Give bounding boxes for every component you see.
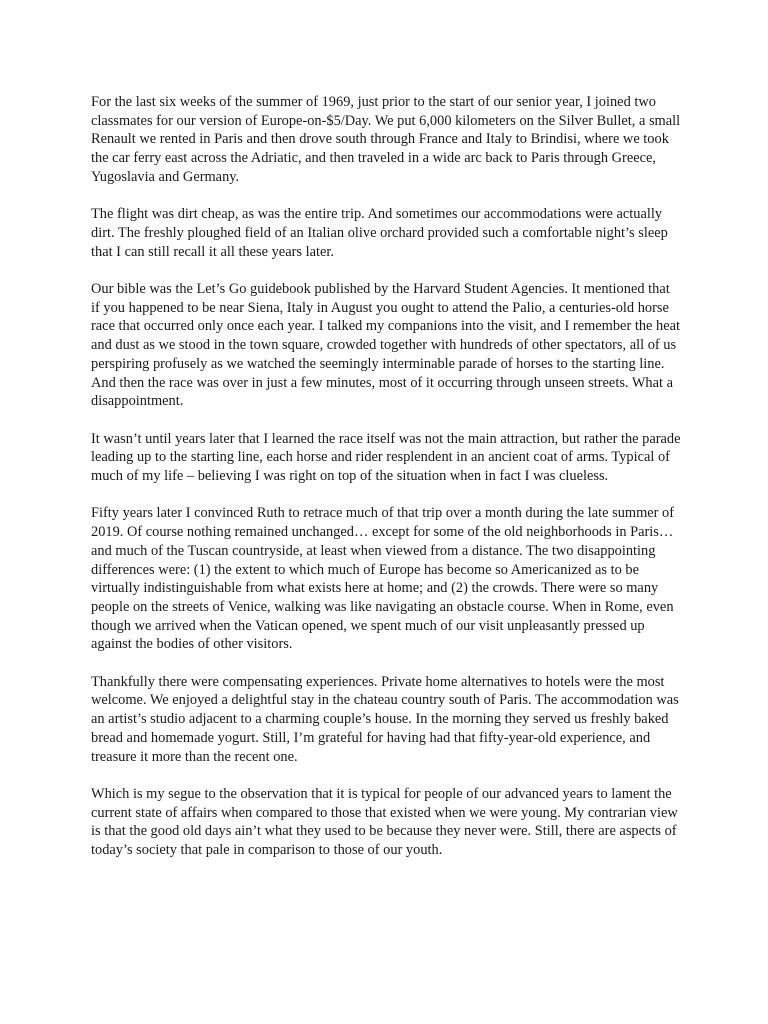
- paragraph-1969-trip: For the last six weeks of the summer of 1969, just prior to the start of our senior year, I joined two classmates for our version of Europe-on-$5/Day. We put 6,000 kilometers on the Silver Bullet, a small Renault we rented in Paris and then drove south through France and Italy to Brindisi, where we took the car ferry east across the Adriatic, and then traveled in a wide arc back to Paris through Greece, Yugoslavia and Germany.: [91, 94, 681, 185]
- paragraph-good-old-days: Which is my segue to the observation that it is typical for people of our advanced years to lament the current state of affairs when compared to those that existed when we were young. My contrarian view is that the good old days ain’t what they used to be because they never were. Still, there are aspects of today’s society that pale in comparison to those of our youth.: [91, 785, 678, 859]
- paragraph-2019-trip: Fifty years later I convinced Ruth to retrace much of that trip over a month during the late summer of 2019. Of course nothing remained unchanged… except for some of the old neighborhoods in Paris… and much of the Tuscan countryside, at least when viewed from a distance. The two disappointing differences were: (1) the extent to which much of Europe has become so Americanized as to be virtually indistinguishable from what exists here at home; and (2) the crowds. There were so many people on the streets of Venice, walking was like navigating an obstacle course. When in Rome, even though we arrived when the Vatican opened, we spent much of our visit unpleasantly pressed up against the bodies of other visitors.: [91, 505, 675, 653]
- document-page: [91, 93, 681, 878]
- paragraph-parade: It wasn’t until years later that I learned the race itself was not the main attraction, but rather the parade leading up to the starting line, each horse and rider resplendent in an ancient coat of arms. Typical of much of my life – believing I was right on top of the situation when in fact I was clueless.: [91, 430, 681, 485]
- paragraph-cheap-flight: The flight was dirt cheap, as was the entire trip. And sometimes our accommodations were actually dirt. The freshly ploughed field of an Italian olive orchard provided such a comfortable night’s sleep that I can still recall it all these years later.: [91, 206, 668, 260]
- paragraph-palio: Our bible was the Let’s Go guidebook published by the Harvard Student Agencies. It mentioned that if you happened to be near Siena, Italy in August you ought to attend the Palio, a centuries-old horse race that occurred only once each year. I talked my companions into the visit, and I remember the heat and dust as we stood in the town square, crowded together with hundreds of other spectators, all of us perspiring profusely as we watched the seemingly interminable parade of horses to the starting line. And then the race was over in just a few minutes, most of it occurring through unseen streets. What a disappointment.: [91, 281, 680, 410]
- paragraph-compensating-experiences: Thankfully there were compensating experiences. Private home alternatives to hotels were the most welcome. We enjoyed a delightful stay in the chateau country south of Paris. The accommodation was an artist’s studio adjacent to a charming couple’s house. In the morning they served us freshly baked bread and homemade yogurt. Still, I’m grateful for having had that fifty-year-old experience, and treasure it more than the recent one.: [91, 673, 679, 765]
